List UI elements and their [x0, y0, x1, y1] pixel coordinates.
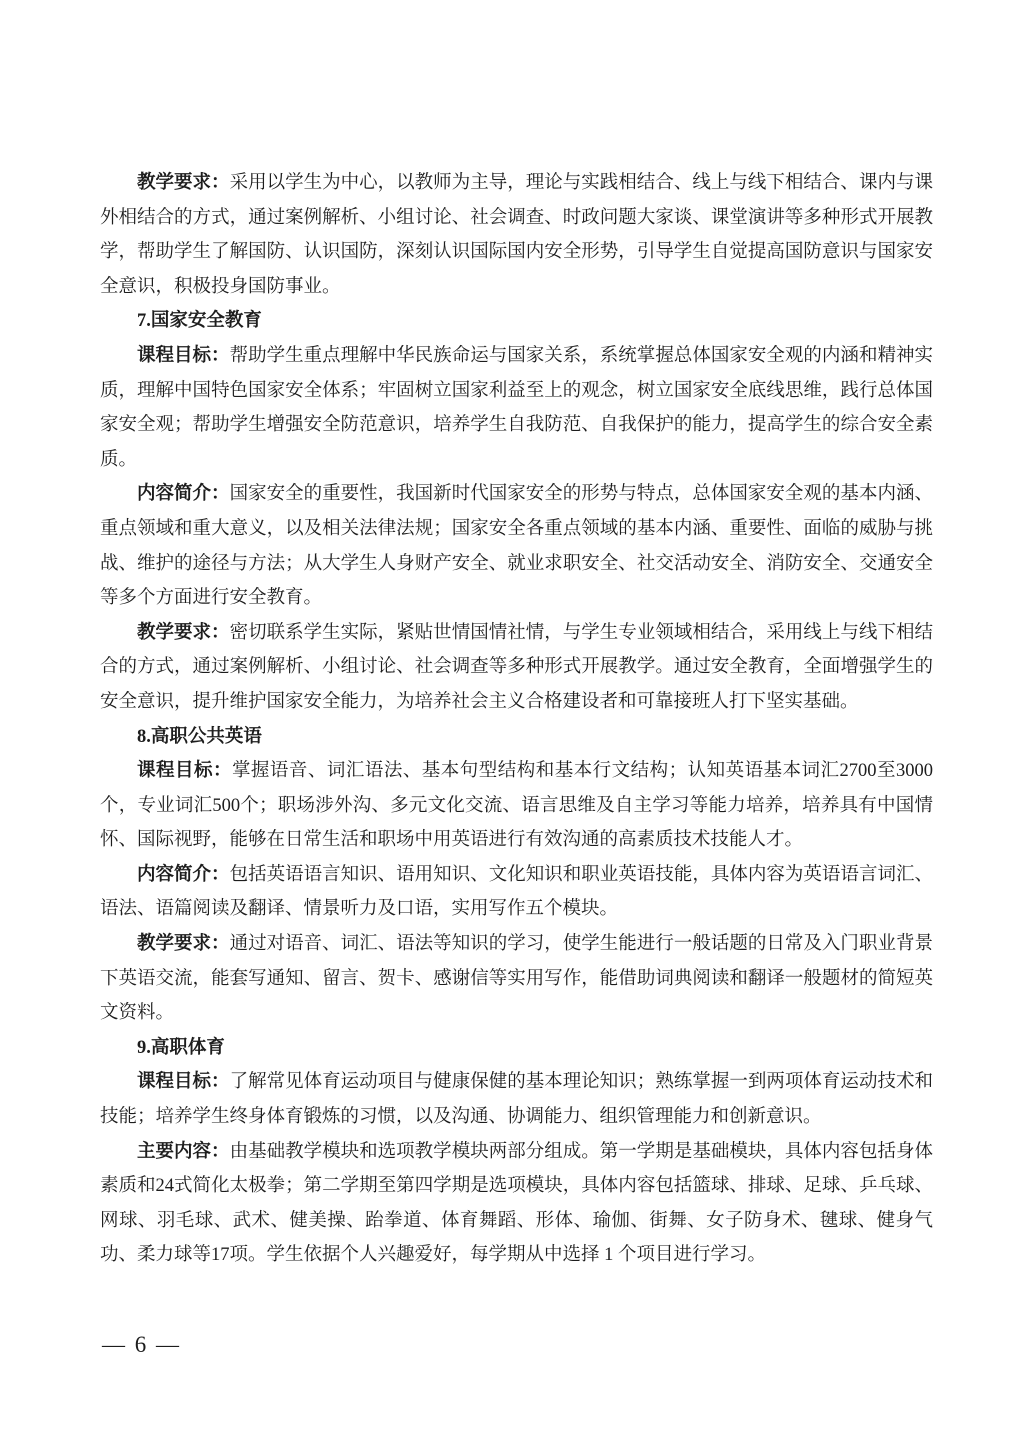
paragraph-text: 帮助学生重点理解中华民族命运与国家关系，系统掌握总体国家安全观的内涵和精神实质，理解中国特色国家安全体系；牢固树立国家利益至上的观念，树立国家安全底线思维，践行总体国家安全观；帮助学生增强安全防范意识，培养学生自我防范、自我保护的能力，提高学生的综合安全素质。 [100, 345, 933, 470]
paragraph-text: 由基础教学模块和选项教学模块两部分组成。第一学期是基础模块，具体内容包括身体素质和24式简化太极拳；第二学期至第四学期是选项模块，具体内容包括篮球、排球、足球、乒乓球、网球、羽毛球、武术、健美操、跆拳道、体育舞蹈、形体、瑜伽、街舞、女子防身术、毽球、健身气功、柔力球等17项。学生依据个人兴趣爱好，每学期从中选择 1 个项目进行学习。 [100, 1141, 933, 1266]
section-heading-7-national-security-education: 7.国家安全教育 [137, 311, 262, 332]
paragraph-label: 内容简介： [137, 484, 230, 505]
paragraph-course-objectives-pe [100, 1065, 933, 1134]
paragraph-label: 教学要求： [137, 173, 230, 193]
paragraph-label: 课程目标： [137, 345, 230, 366]
section-heading-8-public-english: 8.高职公共英语 [137, 726, 262, 747]
paragraph-text: 掌握语音、词汇语法、基本句型结构和基本行文结构；认知英语基本词汇2700至3000个，专业词汇500个；职场涉外沟、多元文化交流、语言思维及自主学习等能力培养，培养具有中国情怀、国际视野，能够在日常生活和职场中用英语进行有效沟通的高素质技术技能人才。 [100, 761, 933, 851]
paragraph-content-intro-security [100, 477, 933, 615]
paragraph-content-intro-english [100, 858, 933, 927]
paragraph-text: 通过对语音、词汇、语法等知识的学习，使学生能进行一般话题的日常及入门职业背景下英语交流，能套写通知、留言、贺卡、感谢信等实用写作，能借助词典阅读和翻译一般题材的简短英文资料。 [100, 934, 933, 1024]
paragraph-teaching-requirements-security [100, 616, 933, 720]
paragraph-text: 采用以学生为中心，以教师为主导，理论与实践相结合、线上与线下相结合、课内与课外相结合的方式，通过案例解析、小组讨论、社会调查、时政问题大家谈、课堂演讲等多种形式开展教学，帮助学生了解国防、认识国防，深刻认识国际国内安全形势，引导学生自觉提高国防意识与国家安全意识，积极投身国防事业。 [100, 173, 933, 297]
paragraph-label: 教学要求： [137, 622, 230, 643]
section-heading-9-physical-education: 9.高职体育 [137, 1037, 225, 1058]
paragraph-course-objectives-english [100, 754, 933, 858]
paragraph-course-objectives-security [100, 339, 933, 477]
paragraph-text: 包括英语语言知识、语用知识、文化知识和职业英语技能，具体内容为英语语言词汇、语法、语篇阅读及翻译、情景听力及口语，实用写作五个模块。 [100, 864, 933, 920]
paragraph-teaching-requirements-english [100, 927, 933, 1031]
paragraph-label: 课程目标： [137, 1072, 230, 1093]
paragraph-label: 内容简介： [137, 864, 230, 885]
paragraph-text: 密切联系学生实际，紧贴世情国情社情，与学生专业领域相结合，采用线上与线下相结合的方式，通过案例解析、小组讨论、社会调查等多种形式开展教学。通过安全教育，全面增强学生的安全意识，提升维护国家安全能力，为培养社会主义合格建设者和可靠接班人打下坚实基础。 [100, 622, 933, 712]
paragraph-label: 教学要求： [137, 934, 230, 955]
paragraph-text: 了解常见体育运动项目与健康保健的基本理论知识；熟练掌握一到两项体育运动技术和技能；培养学生终身体育锻炼的习惯，以及沟通、协调能力、组织管理能力和创新意识。 [100, 1072, 933, 1128]
paragraph-label: 主要内容： [137, 1141, 230, 1162]
document-page-content [100, 166, 933, 1273]
page-number: — 6 — [102, 1332, 181, 1357]
paragraph-main-content-pe [100, 1135, 933, 1273]
paragraph-text: 国家安全的重要性，我国新时代国家安全的形势与特点，总体国家安全观的基本内涵、重点领域和重大意义，以及相关法律法规；国家安全各重点领域的基本内涵、重要性、面临的威胁与挑战、维护的途径与方法；从大学生人身财产安全、就业求职安全、社交活动安全、消防安全、交通安全等多个方面进行安全教育。 [100, 484, 933, 609]
paragraph-label: 课程目标： [137, 761, 232, 782]
paragraph-teaching-requirements-defense [100, 166, 933, 304]
